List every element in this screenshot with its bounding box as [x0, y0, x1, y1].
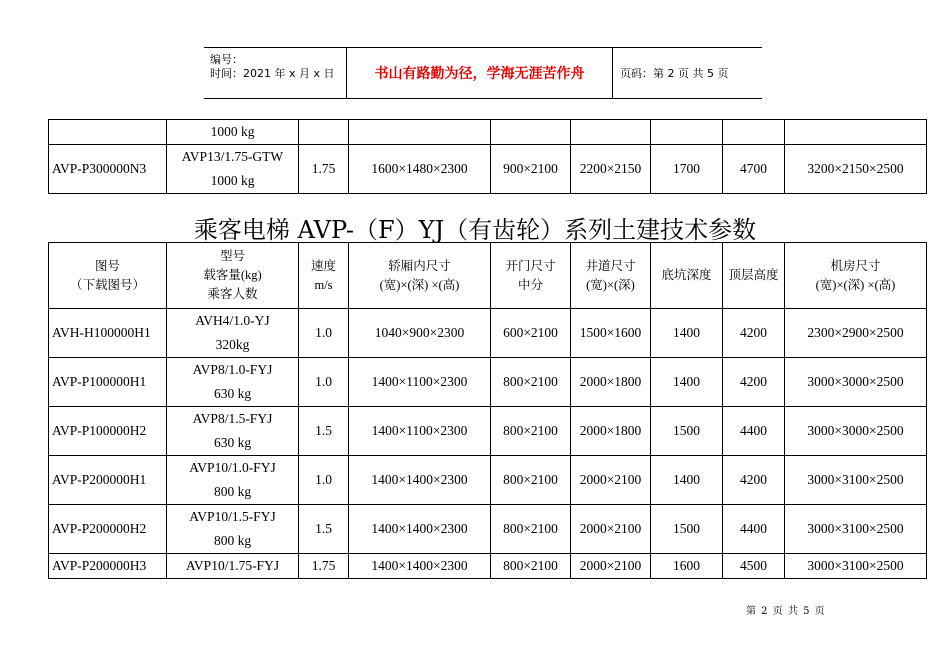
cell-text: 1040×900×2300 [374, 325, 465, 340]
cell-model [49, 120, 167, 145]
cell-text: 1400×1100×2300 [371, 374, 468, 389]
cell-text: AVP-P200000H3 [52, 558, 147, 573]
type-line: AVP13/1.75-GTW [181, 149, 284, 164]
header-line: 中分 [517, 277, 543, 292]
cell-text: 1.75 [311, 161, 336, 176]
cell-text: 1400×1400×2300 [371, 558, 468, 573]
cell-room [785, 120, 927, 145]
cell-text: AVP-P200000H2 [52, 521, 147, 536]
table-row [49, 120, 927, 145]
cell-type [167, 505, 299, 554]
header-line: 底坑深度 [661, 268, 712, 282]
cell-text: AVP-P200000H1 [52, 472, 147, 487]
cell-text: 1.75 [311, 558, 336, 573]
header-line: 载客量(kg) [203, 268, 262, 282]
cell-shaft [571, 407, 651, 456]
type-line: 800 kg [213, 484, 252, 499]
cell-text: 600×2100 [503, 325, 558, 340]
header-line: 开门尺寸 [505, 258, 556, 273]
cell-door [491, 456, 571, 505]
type-line: 1000 kg [210, 173, 255, 188]
cell-pit [651, 505, 723, 554]
cell-model [49, 145, 167, 194]
cell-text: 2000×2100 [579, 521, 642, 536]
cell-door [491, 120, 571, 145]
cell-pit [651, 358, 723, 407]
header-shaft [571, 243, 651, 309]
type-line: AVP8/1.5-FYJ [192, 411, 273, 426]
cell-door [491, 145, 571, 194]
cell-overhead [723, 505, 785, 554]
cell-text: 1600 [673, 558, 700, 573]
type-line: 630 kg [213, 435, 252, 450]
header-line: 图号 [94, 258, 120, 273]
cell-text: 1700 [673, 161, 700, 176]
cell-room [785, 358, 927, 407]
cell-model [49, 505, 167, 554]
header-line: 轿厢内尺寸 [388, 258, 451, 273]
cell-model [49, 456, 167, 505]
header-type [167, 243, 299, 309]
header-line: 速度 [310, 258, 336, 273]
cell-overhead [723, 407, 785, 456]
cell-text: 1500×1600 [579, 325, 642, 340]
cell-text: 4700 [740, 161, 767, 176]
cell-text: 800×2100 [503, 472, 558, 487]
cell-text: AVP-P100000H2 [52, 423, 147, 438]
table-row [49, 554, 927, 579]
cell-type [167, 120, 299, 145]
cell-car [349, 505, 491, 554]
cell-type [167, 145, 299, 194]
cell-overhead [723, 554, 785, 579]
cell-model [49, 358, 167, 407]
cell-shaft [571, 358, 651, 407]
cell-text: 3000×3000×2500 [807, 374, 904, 389]
continuation-table [48, 119, 927, 194]
cell-car [349, 120, 491, 145]
cell-text: 1.0 [315, 325, 332, 340]
time-label: 时间：2021 年 x 月 x 日 [210, 67, 335, 80]
cell-text: 3000×3100×2500 [807, 472, 904, 487]
cell-overhead [723, 358, 785, 407]
page-header [204, 47, 762, 99]
cell-speed [299, 456, 349, 505]
header-pit [651, 243, 723, 309]
cell-text: 1400×1400×2300 [371, 521, 468, 536]
type-line: 630 kg [213, 386, 252, 401]
cell-pit [651, 554, 723, 579]
cell-text: 800×2100 [503, 374, 558, 389]
cell-text: 4200 [740, 325, 767, 340]
header-room [785, 243, 927, 309]
cell-overhead [723, 456, 785, 505]
cell-door [491, 309, 571, 358]
cell-door [491, 554, 571, 579]
cell-text: 3000×3100×2500 [807, 558, 904, 573]
type-line: AVP10/1.75-FYJ [185, 558, 280, 573]
cell-type [167, 407, 299, 456]
header-info-cell [204, 48, 345, 98]
cell-speed [299, 505, 349, 554]
cell-pit [651, 456, 723, 505]
cell-car [349, 358, 491, 407]
cell-text: 1400 [673, 472, 700, 487]
cell-shaft [571, 456, 651, 505]
cell-text: 1.5 [315, 521, 332, 536]
table-row [49, 145, 927, 194]
table-row [49, 505, 927, 554]
type-line: 320kg [215, 337, 250, 352]
cell-text: 1.0 [315, 472, 332, 487]
page-code: 页码：第 2 页 共 5 页 [620, 67, 729, 80]
type-line: AVP10/1.5-FYJ [189, 509, 276, 524]
cell-text: 800×2100 [503, 521, 558, 536]
cell-room [785, 145, 927, 194]
type-line: AVP10/1.0-FYJ [189, 460, 276, 475]
section-title: 乘客电梯 AVP-（F）YJ（有齿轮）系列土建技术参数 [193, 216, 757, 244]
cell-overhead [723, 120, 785, 145]
cell-text: 1600×1480×2300 [371, 161, 468, 176]
cell-text: 1400 [673, 325, 700, 340]
table-row [49, 309, 927, 358]
cell-pit [651, 407, 723, 456]
table-row [49, 407, 927, 456]
header-overhead [723, 243, 785, 309]
header-car [349, 243, 491, 309]
cell-door [491, 407, 571, 456]
cell-room [785, 554, 927, 579]
cell-text: 1.0 [315, 374, 332, 389]
cell-room [785, 309, 927, 358]
cell-car [349, 407, 491, 456]
header-line: 乘客人数 [207, 287, 258, 301]
cell-overhead [723, 309, 785, 358]
cell-pit [651, 309, 723, 358]
cell-shaft [571, 145, 651, 194]
cell-type [167, 358, 299, 407]
cell-text: 2300×2900×2500 [807, 325, 904, 340]
type-line: 800 kg [213, 533, 252, 548]
cell-text: 3000×3100×2500 [807, 521, 904, 536]
cell-model [49, 554, 167, 579]
header-line: 井道尺寸 [585, 258, 636, 273]
cell-car [349, 456, 491, 505]
header-line: (宽)×(深) ×(高) [815, 277, 896, 292]
cell-text: 4200 [740, 374, 767, 389]
cell-text: 3000×3000×2500 [807, 423, 904, 438]
header-door [491, 243, 571, 309]
cell-model [49, 309, 167, 358]
cell-type [167, 309, 299, 358]
header-line: (宽)×(深) [586, 277, 635, 292]
type-line: 1000 kg [210, 124, 255, 139]
cell-text: AVP-P100000H1 [52, 374, 147, 389]
header-line: 型号 [219, 249, 245, 263]
cell-text: 4500 [740, 558, 767, 573]
header-row [49, 243, 927, 309]
cell-text: 800×2100 [503, 558, 558, 573]
type-line: AVH4/1.0-YJ [195, 313, 270, 328]
cell-text: 4400 [740, 521, 767, 536]
table-row [49, 358, 927, 407]
cell-speed [299, 554, 349, 579]
cell-text: 1500 [673, 423, 700, 438]
cell-type [167, 456, 299, 505]
cell-type [167, 554, 299, 579]
page-footer: 第 2 页 共 5 页 [746, 606, 825, 617]
cell-shaft [571, 120, 651, 145]
cell-speed [299, 120, 349, 145]
cell-text: 1400×1400×2300 [371, 472, 468, 487]
cell-pit [651, 145, 723, 194]
cell-text: 1400 [673, 374, 700, 389]
cell-speed [299, 309, 349, 358]
type-line: AVP8/1.0-FYJ [192, 362, 273, 377]
cell-shaft [571, 554, 651, 579]
header-line: (宽)×(深) ×(高) [379, 277, 460, 292]
cell-text: 900×2100 [503, 161, 558, 176]
header-line: 机房尺寸 [830, 258, 881, 273]
cell-text: 4200 [740, 472, 767, 487]
cell-text: 2200×2150 [579, 161, 642, 176]
header-line: 顶层高度 [728, 268, 779, 282]
cell-shaft [571, 309, 651, 358]
cell-door [491, 358, 571, 407]
table-row [49, 456, 927, 505]
cell-text: AVP-P300000N3 [52, 161, 147, 176]
cell-text: 1500 [673, 521, 700, 536]
cell-room [785, 407, 927, 456]
cell-room [785, 505, 927, 554]
cell-car [349, 309, 491, 358]
cell-text: 2000×2100 [579, 558, 642, 573]
cell-speed [299, 407, 349, 456]
cell-room [785, 456, 927, 505]
cell-pit [651, 120, 723, 145]
header-line: m/s [314, 277, 333, 292]
spec-table [48, 242, 927, 579]
motto-text: 书山有路勤为径，学海无涯苦作舟 [346, 48, 613, 98]
cell-car [349, 145, 491, 194]
header-model [49, 243, 167, 309]
cell-text: 2000×2100 [579, 472, 642, 487]
cell-text: 1.5 [315, 423, 332, 438]
cell-model [49, 407, 167, 456]
number-label: 编号： [210, 53, 243, 66]
header-line: （下载图号） [69, 277, 145, 292]
cell-text: AVH-H100000H1 [52, 325, 151, 340]
cell-speed [299, 145, 349, 194]
header-speed [299, 243, 349, 309]
cell-text: 1400×1100×2300 [371, 423, 468, 438]
cell-text: 4400 [740, 423, 767, 438]
cell-door [491, 505, 571, 554]
cell-text: 800×2100 [503, 423, 558, 438]
cell-speed [299, 358, 349, 407]
cell-shaft [571, 505, 651, 554]
cell-text: 2000×1800 [579, 374, 642, 389]
cell-overhead [723, 145, 785, 194]
cell-text: 3200×2150×2500 [807, 161, 904, 176]
cell-text: 2000×1800 [579, 423, 642, 438]
cell-car [349, 554, 491, 579]
